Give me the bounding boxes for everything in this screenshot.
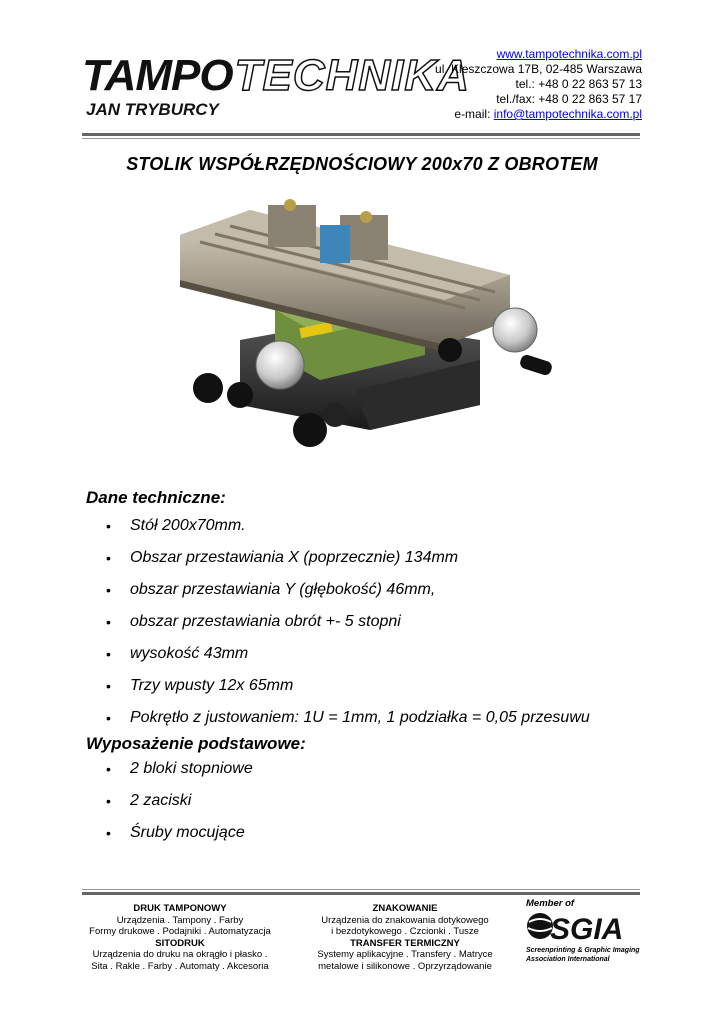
- list-item: • Trzy wpusty 12x 65mm: [106, 676, 590, 708]
- website-link[interactable]: www.tampotechnika.com.pl: [496, 47, 642, 61]
- logo-subtitle: JAN TRYBURCY: [86, 100, 219, 119]
- list-item: • Pokrętło z justowaniem: 1U = 1mm, 1 podziałka = 0,05 przesuwu: [106, 708, 590, 740]
- product-photo: [180, 190, 560, 460]
- list-item: • 2 bloki stopniowe: [106, 759, 253, 791]
- fax: tel./fax: +48 0 22 863 57 17: [496, 92, 642, 106]
- sgia-text: SGIA: [550, 913, 624, 942]
- address: ul. Kleszczowa 17B, 02-485 Warszawa: [435, 62, 642, 76]
- list-item: • wysokość 43mm: [106, 644, 590, 676]
- specs-heading: Dane techniczne:: [86, 488, 226, 507]
- header-divider-thin: [82, 138, 640, 139]
- list-item: • obszar przestawiania Y (głębokość) 46mm,: [106, 580, 590, 612]
- list-item: • Stół 200x70mm.: [106, 516, 590, 548]
- logo-wordmark: TAMPOTECHNIKA: [82, 51, 470, 100]
- phone: tel.: +48 0 22 863 57 13: [515, 77, 642, 91]
- email-line: e-mail: info@tampotechnika.com.pl: [454, 107, 642, 121]
- header-divider: [82, 133, 640, 136]
- equipment-heading: Wyposażenie podstawowe:: [86, 734, 306, 753]
- contact-block: [435, 47, 642, 122]
- page-title: STOLIK WSPÓŁRZĘDNOŚCIOWY 200x70 Z OBROTEM: [126, 154, 598, 174]
- specs-list: [106, 516, 590, 740]
- list-item: • obszar przestawiania obrót +- 5 stopni: [106, 612, 590, 644]
- company-logo: [82, 51, 470, 122]
- footer-divider-thin: [82, 889, 640, 890]
- list-item: • 2 zaciski: [106, 791, 253, 823]
- list-item: • Śruby mocujące: [106, 823, 253, 855]
- footer-divider: [82, 892, 640, 895]
- sgia-member-logo: Member of SGIA Screenprinting & Graphic Imaging Association International: [526, 898, 640, 963]
- footer-column-marking: ZNAKOWANIE Urządzenia do znakowania dotykowego i bezdotykowego . Czcionki . Tusze TRANSFER TERMICZNY Systemy aplikacyjne . Transfery . Matryce metalowe i silikonowe . Oprzyrządowanie: [317, 903, 493, 972]
- sgia-logo-icon: [526, 910, 634, 942]
- list-item: • Obszar przestawiania X (poprzecznie) 134mm: [106, 548, 590, 580]
- footer-column-pad-printing: DRUK TAMPONOWY Urządzenia . Tampony . Farby Formy drukowe . Podajniki . Automatyzacja SITODRUK Urządzenia do druku na okrągło i płasko . Sita . Rakle . Farby . Automaty . Akcesoria: [89, 903, 271, 972]
- email-link[interactable]: info@tampotechnika.com.pl: [493, 107, 642, 121]
- equipment-list: [106, 759, 253, 855]
